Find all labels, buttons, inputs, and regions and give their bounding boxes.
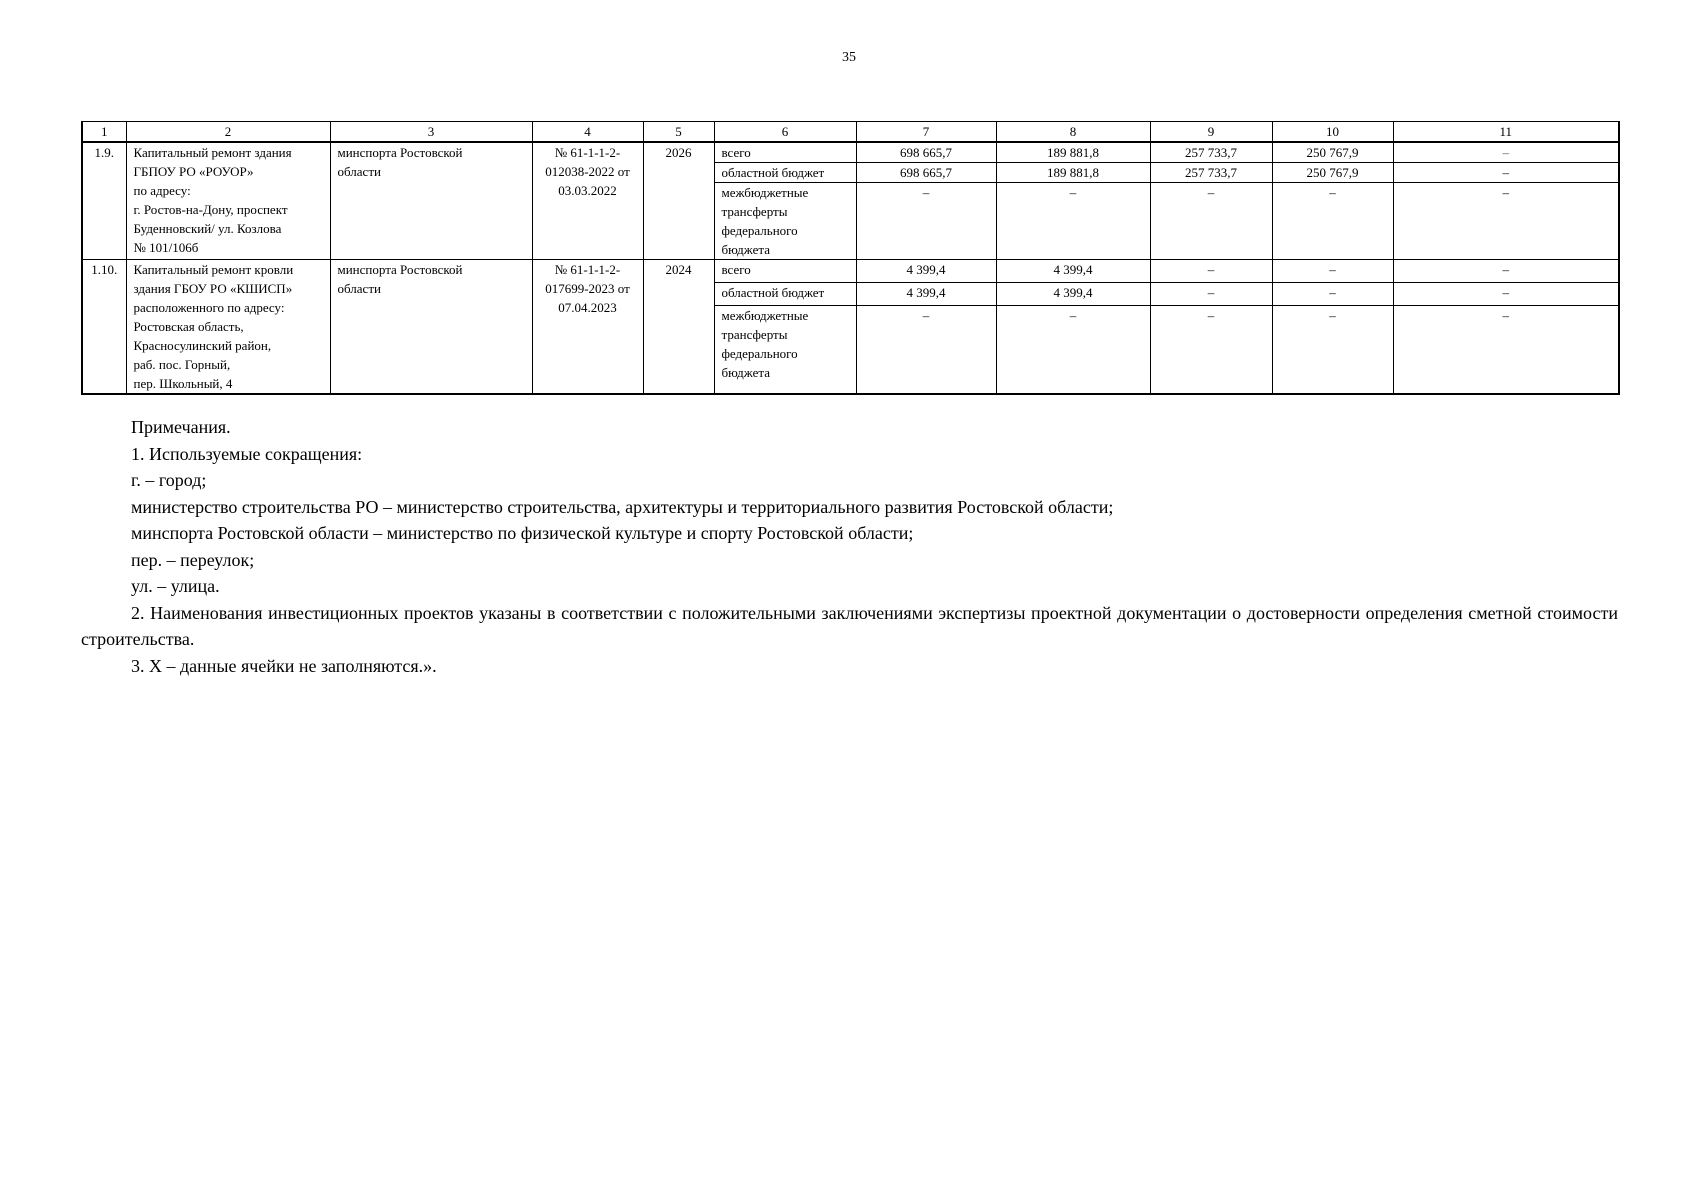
header-cell: 10 xyxy=(1272,122,1393,143)
value-cell: 257 733,7 xyxy=(1150,142,1272,163)
value-cell: 189 881,8 xyxy=(996,163,1150,183)
value-cell: 250 767,9 xyxy=(1272,163,1393,183)
document-line: 03.03.2022 xyxy=(558,183,617,198)
header-cell: 11 xyxy=(1393,122,1619,143)
funding-source-line: межбюджетные xyxy=(721,307,809,323)
value-cell: 250 767,9 xyxy=(1272,142,1393,163)
project-name-line: Капитальный ремонт здания xyxy=(133,145,292,160)
notes-section xyxy=(81,414,1618,679)
value-cell: – xyxy=(1272,183,1393,260)
expertise-document xyxy=(532,142,643,260)
expertise-document xyxy=(532,260,643,395)
funding-source: всего xyxy=(714,142,856,163)
value-cell: – xyxy=(1393,142,1619,163)
item-number: 1.10. xyxy=(82,260,126,395)
customer-line: области xyxy=(337,281,381,296)
abbreviation-ul: ул. – улица. xyxy=(131,576,220,596)
abbreviation-g: г. – город; xyxy=(131,470,207,490)
header-cell: 6 xyxy=(714,122,856,143)
item-number: 1.9. xyxy=(82,142,126,260)
abbreviation-per: пер. – переулок; xyxy=(131,549,255,570)
value-cell: – xyxy=(996,305,1150,394)
value-cell: – xyxy=(1272,305,1393,394)
completion-year: 2024 xyxy=(643,260,714,395)
customer-line: области xyxy=(337,164,381,179)
project-name-line: Ростовская область, xyxy=(133,319,244,334)
table-header-row xyxy=(82,122,1619,143)
value-cell: 4 399,4 xyxy=(856,282,996,305)
value-cell: 4 399,4 xyxy=(996,260,1150,283)
value-cell: 4 399,4 xyxy=(856,260,996,283)
notes-title: Примечания. xyxy=(131,417,231,437)
value-cell: – xyxy=(856,183,996,260)
table-row xyxy=(82,142,1619,163)
customer-line: минспорта Ростовской xyxy=(337,262,463,277)
header-cell: 5 xyxy=(643,122,714,143)
value-cell: 189 881,8 xyxy=(996,142,1150,163)
value-cell: – xyxy=(1272,260,1393,283)
project-name xyxy=(126,142,330,260)
customer xyxy=(330,260,532,395)
project-name-line: Буденновский/ ул. Козлова xyxy=(133,221,282,236)
funding-source-line: федерального xyxy=(721,223,798,238)
value-cell: – xyxy=(1150,305,1272,394)
value-cell: – xyxy=(996,183,1150,260)
project-name-line: Капитальный ремонт кровли xyxy=(133,262,294,277)
project-name-line: Красносулинский район, xyxy=(133,338,272,353)
project-name xyxy=(126,260,330,395)
funding-source xyxy=(714,305,856,394)
funding-source-line: трансферты xyxy=(721,326,788,342)
document-line: 012038-2022 от xyxy=(545,164,630,179)
project-name-line: № 101/106б xyxy=(133,240,199,255)
project-name-line: расположенного по адресу: xyxy=(133,300,285,315)
value-cell: 257 733,7 xyxy=(1150,163,1272,183)
funding-source-line: бюджета xyxy=(721,242,770,257)
value-cell: 698 665,7 xyxy=(856,142,996,163)
customer xyxy=(330,142,532,260)
header-cell: 8 xyxy=(996,122,1150,143)
project-name-line: раб. пос. Горный, xyxy=(133,357,231,372)
value-cell: – xyxy=(1150,183,1272,260)
value-cell: – xyxy=(856,305,996,394)
project-name-line: г. Ростов-на-Дону, проспект xyxy=(133,202,288,217)
header-cell: 1 xyxy=(82,122,126,143)
funding-source-line: федерального xyxy=(721,345,798,361)
table-row xyxy=(82,260,1619,283)
project-name-line: здания ГБОУ РО «КШИСП» xyxy=(133,281,293,296)
document-line: № 61-1-1-2- xyxy=(554,145,621,160)
funding-source: областной бюджет xyxy=(714,163,856,183)
value-cell: – xyxy=(1393,305,1619,394)
value-cell: 4 399,4 xyxy=(996,282,1150,305)
funding-source: всего xyxy=(714,260,856,283)
header-cell: 4 xyxy=(532,122,643,143)
project-name-line: пер. Школьный, 4 xyxy=(133,376,233,391)
investment-projects-table xyxy=(81,121,1620,395)
abbreviation-minstroy: министерство строительства РО – министерство строительства, архитектуры и территориального развития Ростовской области; xyxy=(131,496,1114,517)
value-cell: – xyxy=(1150,282,1272,305)
value-cell: – xyxy=(1150,260,1272,283)
value-cell: – xyxy=(1393,260,1619,283)
customer-line: минспорта Ростовской xyxy=(337,145,463,160)
funding-source: областной бюджет xyxy=(714,282,856,305)
note-3: 3. Х – данные ячейки не заполняются.». xyxy=(131,655,437,676)
note-1: 1. Используемые сокращения: xyxy=(131,443,363,464)
page-number: 35 xyxy=(842,50,856,65)
funding-source xyxy=(714,183,856,260)
value-cell: 698 665,7 xyxy=(856,163,996,183)
header-cell: 7 xyxy=(856,122,996,143)
value-cell: – xyxy=(1393,163,1619,183)
header-cell: 9 xyxy=(1150,122,1272,143)
document-line: 07.04.2023 xyxy=(558,300,617,315)
document-line: № 61-1-1-2- xyxy=(554,262,621,277)
header-cell: 2 xyxy=(126,122,330,143)
funding-source-line: трансферты xyxy=(721,204,788,219)
completion-year: 2026 xyxy=(643,142,714,260)
header-cell: 3 xyxy=(330,122,532,143)
note-2: 2. Наименования инвестиционных проектов указаны в соответствии с положительными заключениями экспертизы проектной документации о достоверности определения сметной стоимости строительства. xyxy=(81,602,1618,649)
project-name-line: ГБПОУ РО «РОУОР» xyxy=(133,164,254,179)
document-line: 017699-2023 от xyxy=(545,281,630,296)
abbreviation-minsport: минспорта Ростовской области – министерство по физической культуре и спорту Ростовской области; xyxy=(131,523,914,543)
value-cell: – xyxy=(1393,282,1619,305)
value-cell: – xyxy=(1393,183,1619,260)
value-cell: – xyxy=(1272,282,1393,305)
funding-source-line: бюджета xyxy=(721,364,770,380)
project-name-line: по адресу: xyxy=(133,183,191,198)
funding-source-line: межбюджетные xyxy=(721,185,809,200)
